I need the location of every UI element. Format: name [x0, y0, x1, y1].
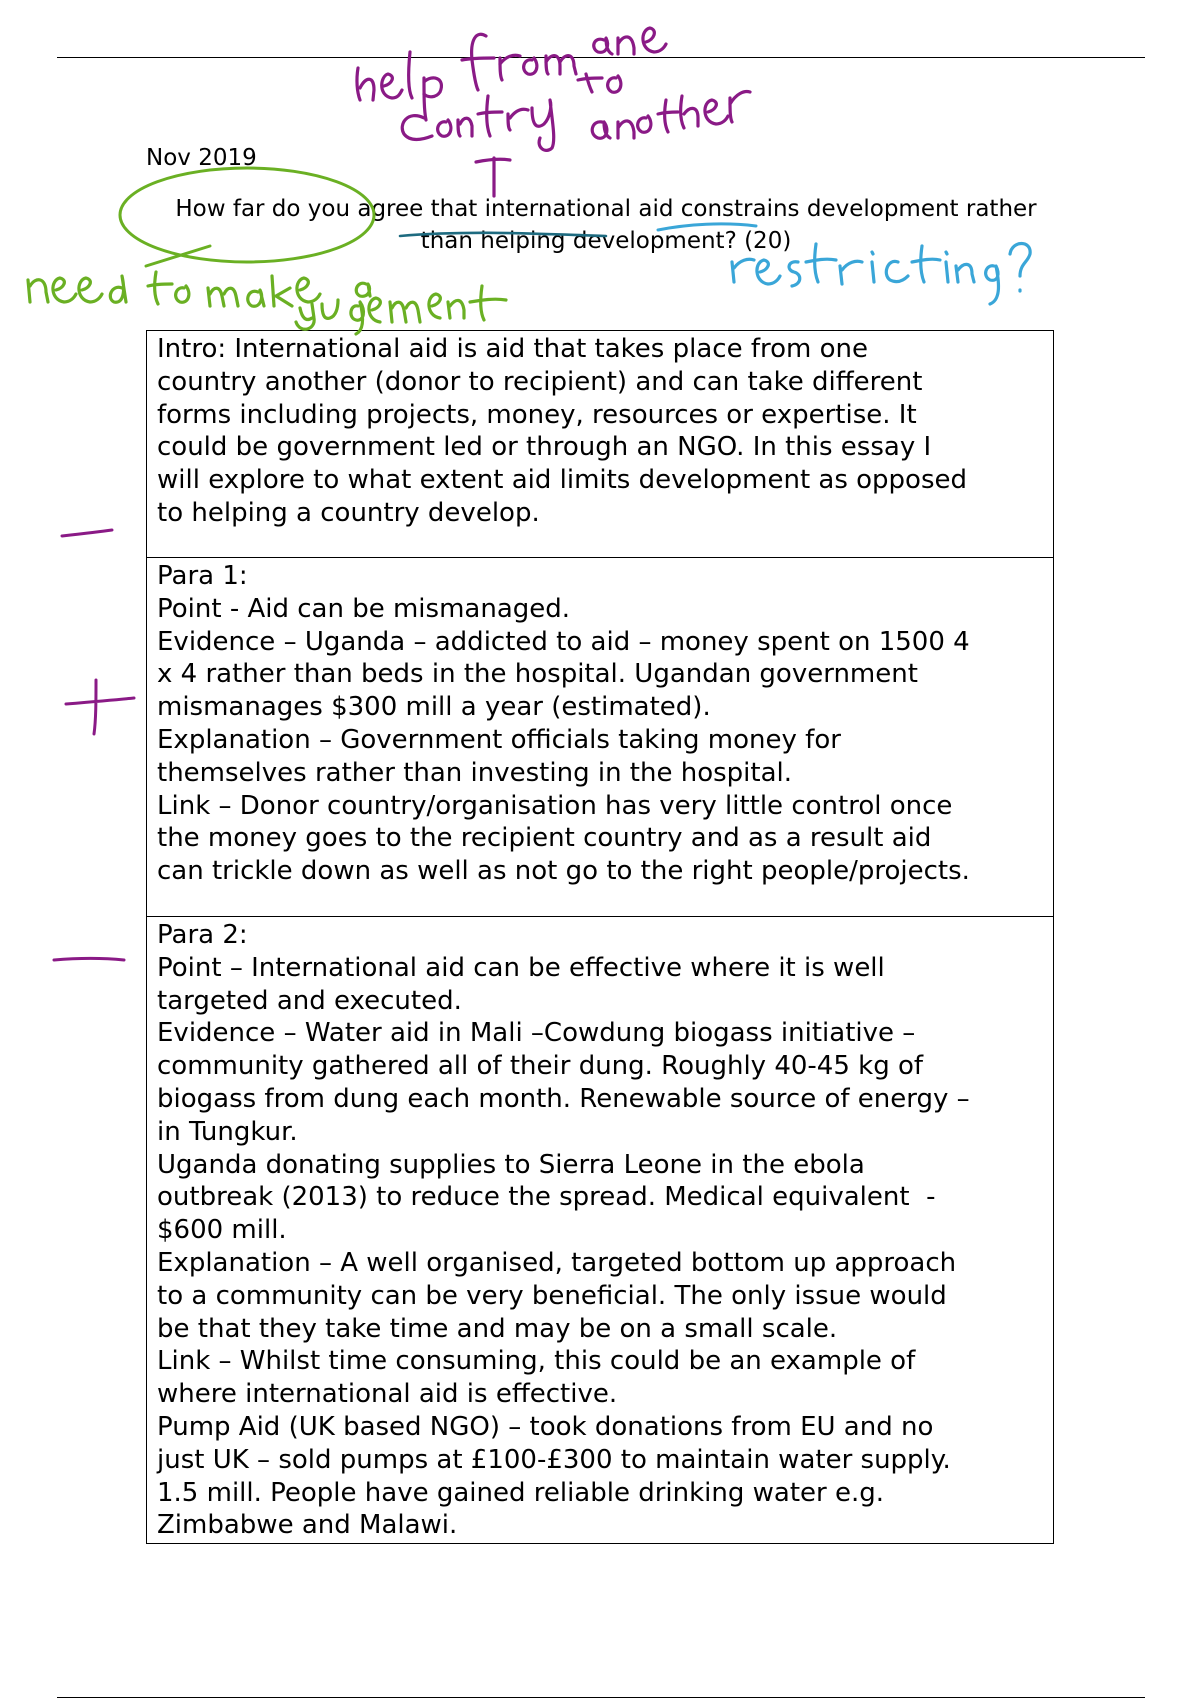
intro-line: country another (donor to recipient) and can take different [157, 366, 923, 397]
para-2-line: to a community can be very beneficial. The only issue would [157, 1280, 947, 1311]
para-1-cell [147, 558, 1053, 917]
para-2-cell [147, 917, 1053, 1543]
para-2-line: Evidence – Water aid in Mali –Cowdung biogass initiative – [157, 1018, 916, 1049]
question-line-2: than helping development? (20) [420, 228, 792, 254]
intro-line: to helping a country develop. [157, 497, 540, 528]
top-rule [57, 57, 1145, 58]
para-2-line: biogass from dung each month. Renewable source of energy – [157, 1083, 970, 1114]
para-2-line: just UK – sold pumps at £100-£300 to maintain water supply. [157, 1444, 951, 1475]
green-handwriting-note [28, 272, 506, 334]
para-2-line: Uganda donating supplies to Sierra Leone in the ebola [157, 1149, 865, 1180]
para-1-line: Explanation – Government officials taking money for [157, 724, 841, 755]
para-2-line: Link – Whilst time consuming, this could be an example of [157, 1346, 916, 1377]
para-1-line: Point - Aid can be mismanaged. [157, 593, 571, 624]
para-2-line: in Tungkur. [157, 1116, 298, 1147]
minus-margin-mark [62, 530, 112, 536]
essay-plan-table [146, 330, 1054, 1544]
intro-cell [147, 331, 1053, 558]
intro-line: could be government led or through an NGO. In this essay I [157, 432, 932, 463]
para-1-line: x 4 rather than beds in the hospital. Ugandan government [157, 659, 918, 690]
para-2-line: community gathered all of their dung. Roughly 40-45 kg of [157, 1051, 924, 1082]
para-2-line: where international aid is effective. [157, 1379, 618, 1410]
para-2-line: Para 2: [157, 920, 248, 950]
para-2-line: Explanation – A well organised, targeted bottom up approach [157, 1247, 957, 1278]
purple-handwriting-note [357, 28, 750, 196]
para-1-line: Evidence – Uganda – addicted to aid – money spent on 1500 4 [157, 626, 970, 657]
intro-line: will explore to what extent aid limits development as opposed [157, 465, 968, 496]
para-2-line: Pump Aid (UK based NGO) – took donations from EU and no [157, 1411, 934, 1442]
para-2-line: targeted and executed. [157, 985, 462, 1016]
para-2-line: 1.5 mill. People have gained reliable drinking water e.g. [157, 1477, 885, 1508]
para-1-line: can trickle down as well as not go to the right people/projects. [157, 856, 970, 887]
para-2-line: Point – International aid can be effective where it is well [157, 952, 885, 983]
minus-margin-mark [54, 959, 124, 961]
plus-margin-mark [66, 680, 134, 734]
para-1-line: mismanages $300 mill a year (estimated). [157, 692, 711, 723]
intro-line: forms including projects, money, resources or expertise. It [157, 399, 917, 430]
para-1-line: Para 1: [157, 561, 248, 591]
intro-line: Intro: International aid is aid that takes place from one [157, 334, 868, 364]
para-1-line: themselves rather than investing in the hospital. [157, 757, 793, 788]
para-2-line: Zimbabwe and Malawi. [157, 1510, 458, 1541]
para-2-line: be that they take time and may be on a small scale. [157, 1313, 838, 1344]
para-2-line: $600 mill. [157, 1215, 287, 1246]
essay-question [146, 193, 1066, 257]
para-1-line: the money goes to the recipient country and as a result aid [157, 823, 932, 854]
question-line-1: How far do you agree that international aid constrains development rather [175, 196, 1037, 222]
para-2-line: outbreak (2013) to reduce the spread. Medical equivalent - [157, 1182, 936, 1213]
para-1-line: Link – Donor country/organisation has very little control once [157, 790, 953, 821]
bottom-rule [57, 1697, 1145, 1698]
exam-date: Nov 2019 [146, 145, 257, 171]
